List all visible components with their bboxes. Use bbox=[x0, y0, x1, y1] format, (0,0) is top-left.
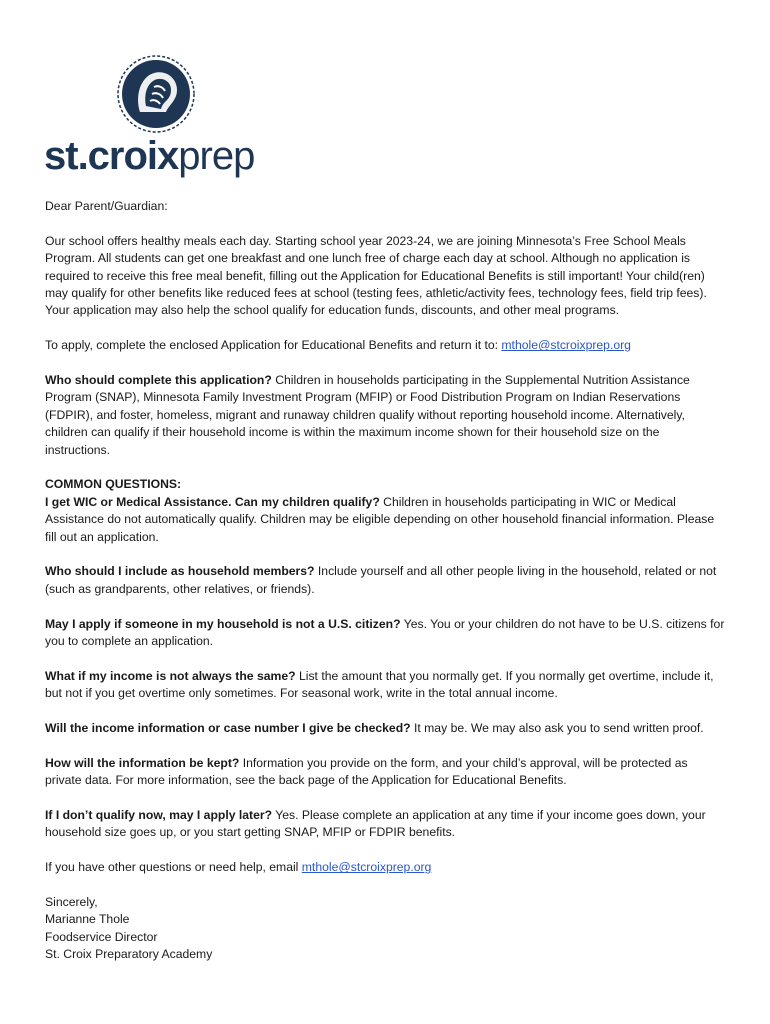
faq-item bbox=[45, 494, 725, 546]
apply-paragraph bbox=[45, 337, 725, 354]
faq-item bbox=[45, 807, 725, 842]
faq-item bbox=[45, 616, 725, 651]
letter-body bbox=[45, 198, 725, 964]
who-question: Who should complete this application? bbox=[45, 373, 272, 388]
faq-answer: Children in households participating in WIC or Medical Assistance do not automatically qualify. Children may be eligible depending on other household financial information. Please fill out an application. bbox=[45, 494, 715, 544]
faq-question: May I apply if someone in my household is not a U.S. citizen? bbox=[45, 616, 401, 631]
signature-block bbox=[45, 894, 725, 964]
signer-title: Foodservice Director bbox=[45, 929, 158, 944]
wordmark-light: prep bbox=[178, 134, 255, 178]
faq-item bbox=[45, 720, 725, 737]
closing: Sincerely, bbox=[45, 895, 98, 910]
help-email-link[interactable]: mthole@stcroixprep.org bbox=[301, 860, 432, 875]
who-answer: Children in households participating in the Supplemental Nutrition Assistance Program (SNAP), Minnesota Family Investment Program (MFIP) or Food Distribution Program on Indian Reservations (FDPIR), and foster, homeless, migrant and runaway children qualify without reporting household income. Alternatively, children can qualify if their household income is within the maximum income shown for their household size on the instructions. bbox=[45, 373, 690, 457]
help-paragraph bbox=[45, 859, 725, 876]
faq-question: What if my income is not always the same? bbox=[45, 668, 296, 683]
faq-item bbox=[45, 668, 725, 703]
school-wordmark bbox=[44, 134, 254, 178]
faq-answer: List the amount that you normally get. If you normally get overtime, include it, but not if you get overtime only sometimes. For seasonal work, write in the total annual income. bbox=[45, 668, 714, 701]
faq-question: How will the information be kept? bbox=[45, 755, 240, 770]
faq-answer: Information you provide on the form, and your child’s approval, will be protected as private data. For more information, see the back page of the Application for Educational Benefits. bbox=[45, 755, 688, 788]
apply-text: To apply, complete the enclosed Application for Educational Benefits and return it to: bbox=[45, 338, 502, 353]
wordmark-bold: st.croix bbox=[44, 134, 179, 178]
lion-head-seal-icon bbox=[116, 54, 196, 134]
who-paragraph bbox=[45, 372, 725, 459]
school-logo bbox=[44, 54, 266, 184]
faq-question: I get WIC or Medical Assistance. Can my children qualify? bbox=[45, 494, 380, 509]
faq-answer: Yes. Please complete an application at any time if your income goes down, your household size goes up, or you start getting SNAP, MFIP or FDPIR benefits. bbox=[45, 808, 706, 840]
signer-name: Marianne Thole bbox=[45, 912, 130, 927]
common-questions-heading: COMMON QUESTIONS: bbox=[45, 477, 182, 492]
faq-question: If I don’t qualify now, may I apply later? bbox=[45, 808, 273, 823]
faq-question: Who should I include as household members? bbox=[45, 564, 315, 579]
faq-answer: Yes. You or your children do not have to be U.S. citizens for you to complete an application. bbox=[45, 616, 725, 649]
intro-paragraph: Our school offers healthy meals each day. Starting school year 2023-24, we are joining Minnesota’s Free School Meals Program. All students can get one breakfast and one lunch free of charge each day at school. Although no application is required to receive this free meal benefit, filling out the Application for Educational Benefits is still important! Your child(ren) may qualify for other benefits like reduced fees at school (testing fees, athletic/activity fees, technology fees, field trip fees). Your application may also help the school qualify for education funds, discounts, and other meal programs. bbox=[45, 233, 707, 318]
salutation: Dear Parent/Guardian: bbox=[45, 199, 168, 213]
faq-item bbox=[45, 755, 725, 790]
faq-answer: Include yourself and all other people living in the household, related or not (such as grandparents, other relatives, or friends). bbox=[45, 564, 717, 596]
signer-org: St. Croix Preparatory Academy bbox=[45, 947, 213, 962]
help-text: If you have other questions or need help, email bbox=[45, 860, 302, 875]
apply-email-link[interactable]: mthole@stcroixprep.org bbox=[501, 338, 631, 353]
faq-answer: It may be. We may also ask you to send written proof. bbox=[410, 721, 704, 736]
faq-question: Will the income information or case number I give be checked? bbox=[45, 721, 411, 736]
faq-item bbox=[45, 563, 725, 598]
